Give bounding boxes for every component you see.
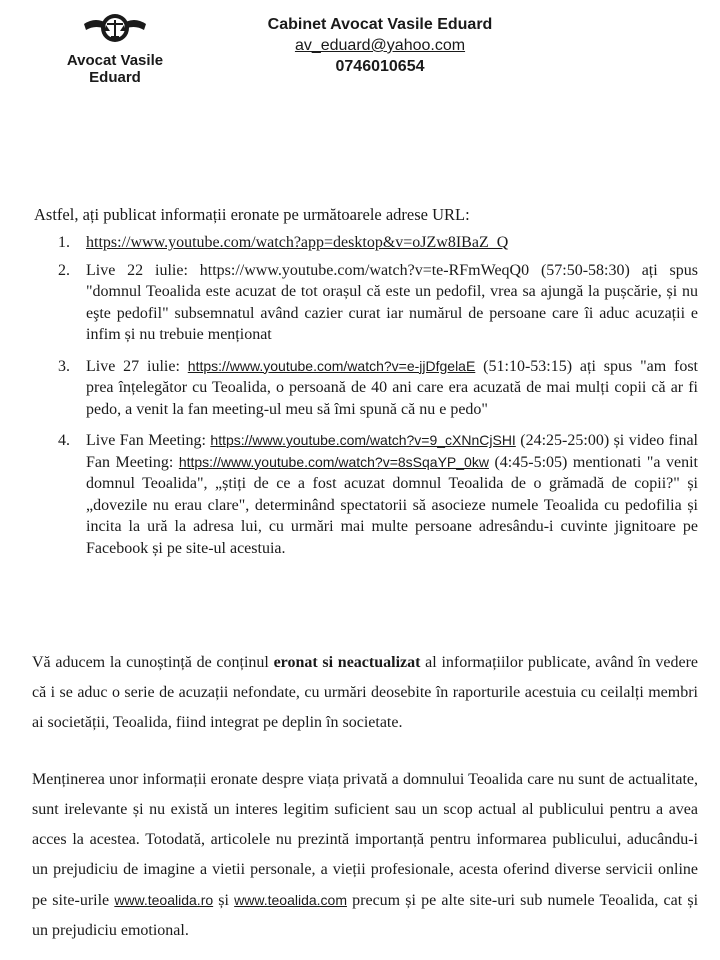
paragraph-text: precum și pe alte site-uri sub numele Teoalida, cat și un prejudiciu emotional. xyxy=(32,892,699,939)
paragraph-notice xyxy=(32,648,698,738)
list-item-text: (51:10-53:15) ați spus "am fost prea înțelegător cu Teoalida, o persoană de 40 ani care era acuzată de mai mulți copii că ar fi pedo, a venit la fan meeting-ul meu să îmi spună că nu e pedo" xyxy=(86,357,698,418)
list-item-text: Live 22 iulie: https://www.youtube.com/watch?v=te-RFmWeqQ0 (57:50-58:30) ați spus "domnul Teoalida este acuzat de tot orașul că este un pedofil, vrea sa ajungă la pușcărie, și nu eşte pedofil" subsemnatul având cazier curat iar numărul de persoane care îi aduc acuzații e infim și nu trebuie menționat xyxy=(86,261,698,343)
list-item-text: (4:45-5:05) mentionati "a venit domnul Teoalida", „știți de ce a fost acuzat domnul Teoalida de o grămadă de copii?" și „dovezile nu erau clare", determinând spectatorii să asocieze numele Teoalida cu pedofilia și incita la ură la adresa lui, cu urmări mai multe persoane adresându-i cuvinte jignitoare pe Facebook și pe site-ul acestuia. xyxy=(86,453,698,557)
firm-name: Cabinet Avocat Vasile Eduard xyxy=(267,16,493,33)
website-link[interactable]: www.teoalida.com xyxy=(234,892,347,908)
list-item xyxy=(58,232,698,254)
phone-number: 0746010654 xyxy=(335,58,425,75)
list-item-text: (24:25-25:00) și video final Fan Meeting: xyxy=(86,432,698,471)
list-item xyxy=(58,356,698,421)
paragraph-text: Menținerea unor informații eronate despre viața privată a domnului Teoalida care nu sunt de actualitate, sunt irelevante și nu există un interes legitim suficient sau un scop actual al publicului pentru a avea acces la acestea. Totodată, articolele nu prezintă importanță pentru informarea publicului, aducându-i un prejudiciu de imagine a vietii personale, a vieții profesionale, acesta oferind diverse servicii online pe site-urile xyxy=(32,771,698,909)
youtube-link[interactable]: https://www.youtube.com/watch?v=9_cXNnCjSHI xyxy=(210,432,516,448)
list-number: 2. xyxy=(58,261,70,279)
paragraph-text: și xyxy=(213,892,235,909)
youtube-link[interactable]: https://www.youtube.com/watch?v=e-jjDfgelaE xyxy=(187,357,476,374)
list-item xyxy=(58,260,698,346)
emphasis-text: eronat si neactualizat xyxy=(273,654,421,671)
logo-name: Avocat Vasile Eduard xyxy=(66,52,164,86)
list-item-text: Live Fan Meeting: xyxy=(86,432,211,449)
website-link[interactable]: www.teoalida.ro xyxy=(114,892,214,908)
paragraph-text: al informațiilor publicate, având în vedere că i se aduc o serie de acuzații nefondate, cu urmări deosebite în raporturile acestuia cu ceilalți membri ai societății, Teoalida, fiind integrat pe deplin în societate. xyxy=(32,654,698,731)
email-link[interactable]: av_eduard@yahoo.com xyxy=(294,37,466,54)
paragraph-prejudice xyxy=(32,765,698,946)
youtube-link[interactable]: https://www.youtube.com/watch?v=8sSqaYP_0kw xyxy=(178,453,489,470)
law-office-logo xyxy=(40,10,190,86)
youtube-link[interactable]: https://www.youtube.com/watch?app=desktop&v=oJZw8IBaZ_Q xyxy=(86,234,509,251)
letterhead xyxy=(250,14,510,77)
list-number: 4. xyxy=(58,432,70,449)
list-number: 3. xyxy=(58,357,70,375)
winged-scales-icon xyxy=(82,10,148,50)
list-item xyxy=(58,430,698,559)
intro-sentence: Astfel, ați publicat informații eronate pe următoarele adrese URL: xyxy=(34,205,470,224)
url-list xyxy=(58,232,698,559)
list-number: 1. xyxy=(58,234,70,251)
list-item-text: Live 27 iulie: xyxy=(86,357,188,375)
paragraph-text: Vă aducem la cunoștință de conținul xyxy=(32,654,274,671)
